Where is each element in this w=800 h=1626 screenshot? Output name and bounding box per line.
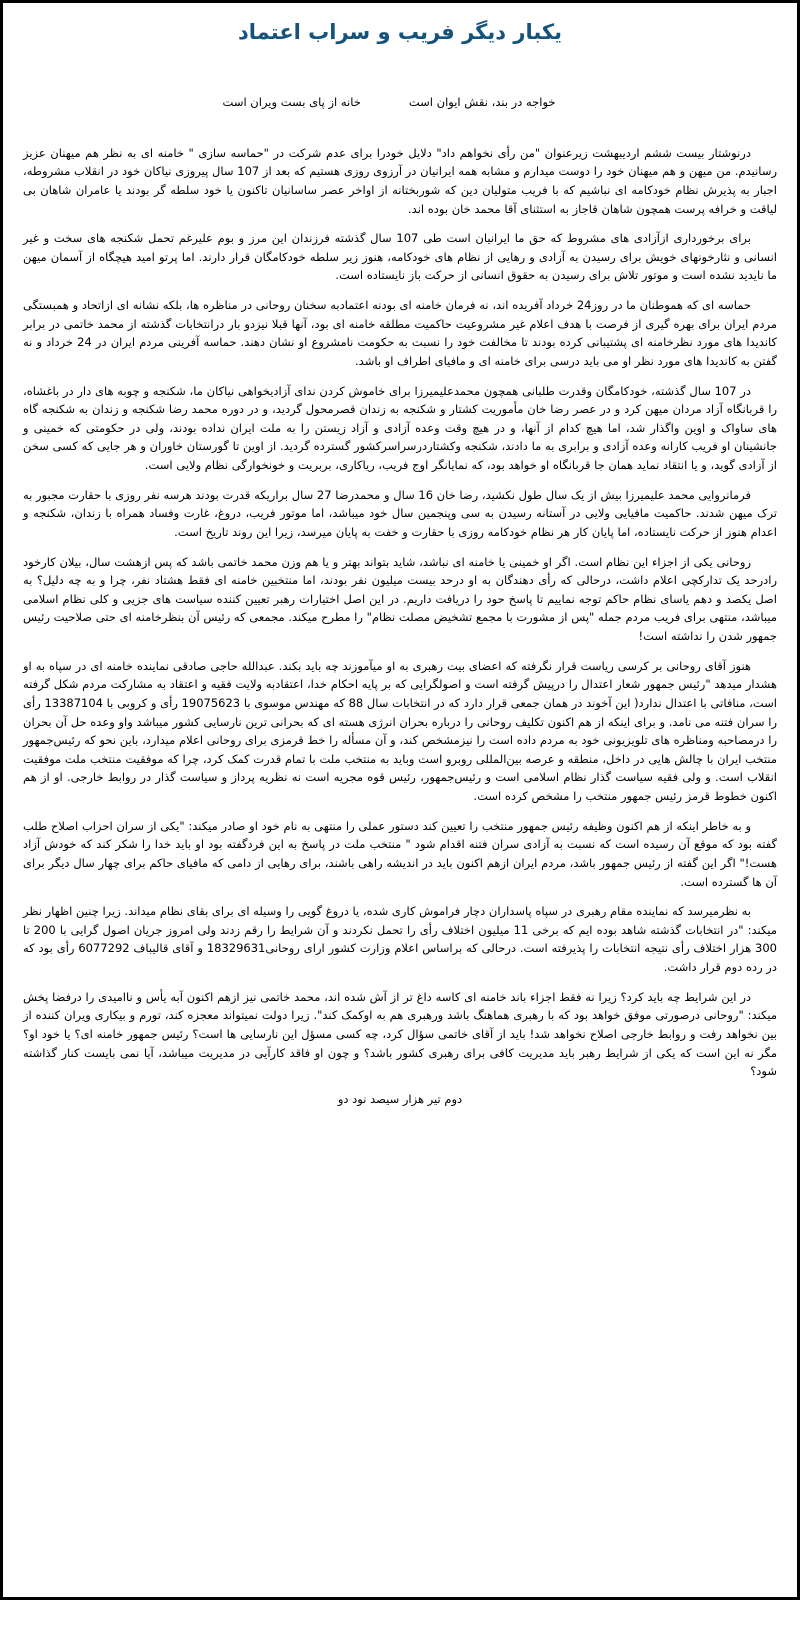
paragraph: درنوشتار بیست ششم اردیبهشت زیرعنوان "من رأی نخواهم داد" دلایل خودرا برای عدم شرکت در "حماسه سازی " خامنه ای به نظر هم میهنان عزیز رسانیدم. من میهن و هم میهنان خود را دوست میدارم و مشابه همه ایرانیان در آرزوی روزی هستیم که بعد از 107 سال پیروزی نیاکان خود در انقلاب مشروطه، اجبار به پذیرش نظام خودکامه ای نباشیم که با فریب متولیان دین که شوربختانه از اواخر عصر ساسانیان تاکنون یا خود سلطه گر بودند یا عامران شاهان بی لیاقت و خرافه پرست همچون شاهان قاجاز به استثنای آقا محمد خان بوده اند. [23,145,778,216]
poem-couplet [23,75,777,130]
paragraph: حماسه ای که هموطنان ما در روز24 خرداد آفریده اند، نه فرمان خامنه ای بودنه اعتمادبه سخنان روحانی در مناظره ها، بلکه نشانه ای ازاتحاد و همبستگی مردم ایران برای بهره گیری از فرصت با هدف اعلام غیر مشروعیت حاکمیت مطلقه خامنه ای بود، آنها قبلا نیزدو بار درانتخابات گذشته از محمد خاتمی در برابر کاندیدا های مورد نظرخامنه ای پشتیبانی کرده بودند تا مخالفت خود را نسبت به حکومت نامشروع او نشان دهند. حماسه آفرینی مردم ایران در 24 خرداد و نه گفتن به کاندیدا های مورد نظر او می باید درسی برای خامنه ای و مافیای اطراف او باشد. [23,298,778,368]
paragraph: روحانی یکی از اجزاء این نظام است. اگر او خمینی یا خامنه ای نباشد، شاید بتواند بهتر و یا هم وزن محمد خاتمی باشد که پس ازهشت سال، بیلان کارخود رادرحد یک تدارکچی اعلام داشت، درحالی که رأی دهندگان به او درحد بیست میلیون نفر بودند، اما منتخبین خامنه ای فقط هشتاد نفر، چرا و به چه دلیل؟ به اصل یکصد و دهم یاسای نظام حاکم توجه نماییم تا پاسخ حود را دریافت داریم. در این اصل اختیارات رهبر تعیین کننده سیاست های جزیی و کلی نظام اسلامی میباشد، منتهی برای فریب مردم جمله "پس از مشورت با مجمع تشخیض مصلت نظام" را مطرح میکند. مجمعی که رئیس آن بنظرخامنه ای حتی صلاحیت رئیس جمهور شدن را نداشته است! [23,554,777,644]
paragraph: برای برخورداری ازآزادی های مشروط که حق ما ایرانیان است طی 107 سال گذشته فرزندان این مرز و بوم علیرغم تحمل شکنجه های سخت و غیر انسانی و نثارخونهای خویش برای رسیدن به آزادی و رهایی از نظام های خودکامه، هنوز زیر سلطه خودکامگان قرار دارند. اما پرتو امید هیچگاه از آسمان میهن ما نایدید نشده است و موتور تلاش برای رسیدن به حقوق انسانی از حرکت باز نایستاده است. [23,231,777,283]
paragraph: فرمانروایی محمد علیمیرزا بیش از یک سال طول نکشید، رضا خان 16 سال و محمدرضا 27 سال براریکه قدرت بودند هرسه نفر روزی با حقارت مجبور به ترک میهن شدند. حاکمیت مافیایی ولایی در آستانه رسیدن به سی وپنجمین سال خود میباشد، اما موتور فریب، دروغ، غارت وفساد همراه با زندان، شکنجه و اعدام هنوز از حرکت نایستاده، اما پایان کار هر نظام خودکامه روزی با حقارت و خفت به پایان میرسد، زیرا این روند تاریخ است. [23,487,777,539]
paragraph: به نظرمیرسد که نماینده مقام رهبری در سپاه پاسداران دچار فراموش کاری شده، یا دروغ گویی را وسیله ای برای بقای نظام میداند. زیرا چنین اظهار نظر میکند: "در انتخابات گذشته شاهد بوده ایم که برخی 11 میلیون اختلاف رأی را تحمل نکردند و آن شرایط را رقم زدند ولی امروز جریان اصول گرایی با 200 تا 300 هزار اختلاف رأی نتیجه انتخابات را پذیرفته است. درحالی که براساس اعلام وزارت کشور ارای روحانی18329631 و آقای قالیباف 6077292 رأی بود که در رده دوم قرار داشت. [23,904,777,975]
title-spacer [23,49,777,75]
article-body [23,144,777,1081]
couplet-hemistich-left: خواجه در بند، نقش ایوان است [408,94,556,109]
bottom-whitespace [23,1106,777,1626]
page-title: یکبار دیگر فریب و سراب اعتماد [238,20,562,44]
paragraph: در 107 سال گذشته، خودکامگان وقدرت طلبانی همچون محمدعلیمیرزا برای خاموش کردن ندای آزادیخواهی نیاکان ما، شکنجه و چوبه های دار در باغشاه، را قربانگاه آزاد مردان میهن کرد و در عصر رضا خان مأموریت کشتار و شکنجه به زندان قصرمحول گردید، و در دوره محمد رضا شکنجه و زندان به شکنجه گاه های ساواک و اوین واگذار شد، اما هیچ کدام از آنها، و در هیچ وقت وعده آزادی و آزاد زیستن را به ملت ایران نداده بودند، ولی در حکومتی که خمینی و جانشینان او فریب کارانه وعده آزادی و برابری به ما دادند، شکنجه وکشتاردرسراسرکشور گسترده گردید. از اوین تا گورستان خاوران و هر جایی که کسی سخن از آزادی گوید، و یا انتقاد نماید همان جا قربانگاه او خواهد بود، که نمایانگر اوج فریب، ریاکاری، بربریت و خونخوارگی نظام ولایی است. [23,383,777,473]
signoff-date: دوم تیر هزار سیصد نود دو [337,1091,463,1106]
paragraph: هنوز آقای روحانی بر کرسی ریاست قرار نگرفته که اعضای بیت رهبری به او میآموزند چه باید بکند. عبدالله حاجی صادقی نماینده خامنه ای در سپاه به او هشدار میدهد "رئیس جمهور شعار اعتدال را درپیش گرفته است و اصولگرایی که بر پایه احکام خدا، اعتقادبه ولایت فقیه و اعتقاد به مشارکت مردم شکل گرفته است، منافاتی با اعتدال ندارد( این آخوند در همان جمعی قرار دارد که در انتخابات سال 88 که مهندس موسوی با 19075623 رأی و کروبی با 13387104 رأی را سران فتنه می نامد. و برای اینکه از هم اکنون تکلیف روحانی را درباره بحران انرژی هسته ای که بحرانی ترین نارسایی کشور میباشد واو وعده حل آن بحران را درمصاحبه ومناظره های تلویزیونی خود به مردم داده است را نیزمشخص کند، و آن مسأله را خط قرمزی برای روحانی اعلام میدارد، باین نحو که رئیس‌جمهور منتخب ایران با چالش هایی در داخل، منطقه و عرصه بین‌المللی روبرو است وباید به منتخب ملت با تمام قدرت کمک کرد، چرا که موفقیت منتخب ملت موفقیت انقلاب است. و ولی فقیه سیاست گذار نظام اسلامی است و رئیس‌جمهور، رئیس قوه مجریه است نه نظریه پرداز و سیاست گذار در روابط خارجی. او از هم اکنون خطوط قرمز رئیس جمهور منتخب را مشخص کرده است. [23,658,777,804]
page-content [3,3,797,1626]
couplet-hemistich-right: خانه از پای بست ویران است [222,94,361,109]
paragraph: و به خاطر اینکه از هم اکنون وظیفه رئیس جمهور منتخب را تعیین کند دستور عملی را منتهی به نام خود او صادر میکند: "یکی از سران احزاب اصلاح طلب گفته بود که موقع آن رسیده است که نسبت به آزادی سران فتنه اقدام شود " منتخب ملت در پاسخ به این فردگفته بود او باید خدا را شکر کند که خودش آزاد هست!" اگر این گفته از رئیس جمهور باشد، مردم ایران ازهم اکنون باید در اندیشه راهی باشند، برای رهایی از دامی که مافیای حاکم برای چهار سال دیگر برای آن ها گسترده است. [23,818,777,889]
paragraph: در این شرایط چه باید کرد؟ زیرا نه فقط اجزاء باند خامنه ای کاسه داغ تر از آش شده اند، محمد خاتمی نیز ازهم اکنون آبه یأس و ناامیدی را درفضا پخش میکند: "روحانی درصورتی موفق خواهد بود که با رهبری هماهنگ باشد ورهبری هم به اوکمک کند". زیرا دولت نمیتواند معجزه کند، تورم و بیکاری ویران کننده از بین نخواهد رفت و روابط خارجی اصلاح نخواهد شد! باید از آقای خاتمی سؤال کرد، چه کسی مسؤل این نارسایی ها است؟ رئیس جمهور خامنه ای؟ یا خود او؟ مگر نه این است که یکی از شرایط رهبر باید مدیریت کافی برای رهبری کشور باشد؟ و چون او فاقد کارآیی در مدیریت میباشد، آیا نمی بایست کنار گذاشته شود؟ [23,989,777,1079]
